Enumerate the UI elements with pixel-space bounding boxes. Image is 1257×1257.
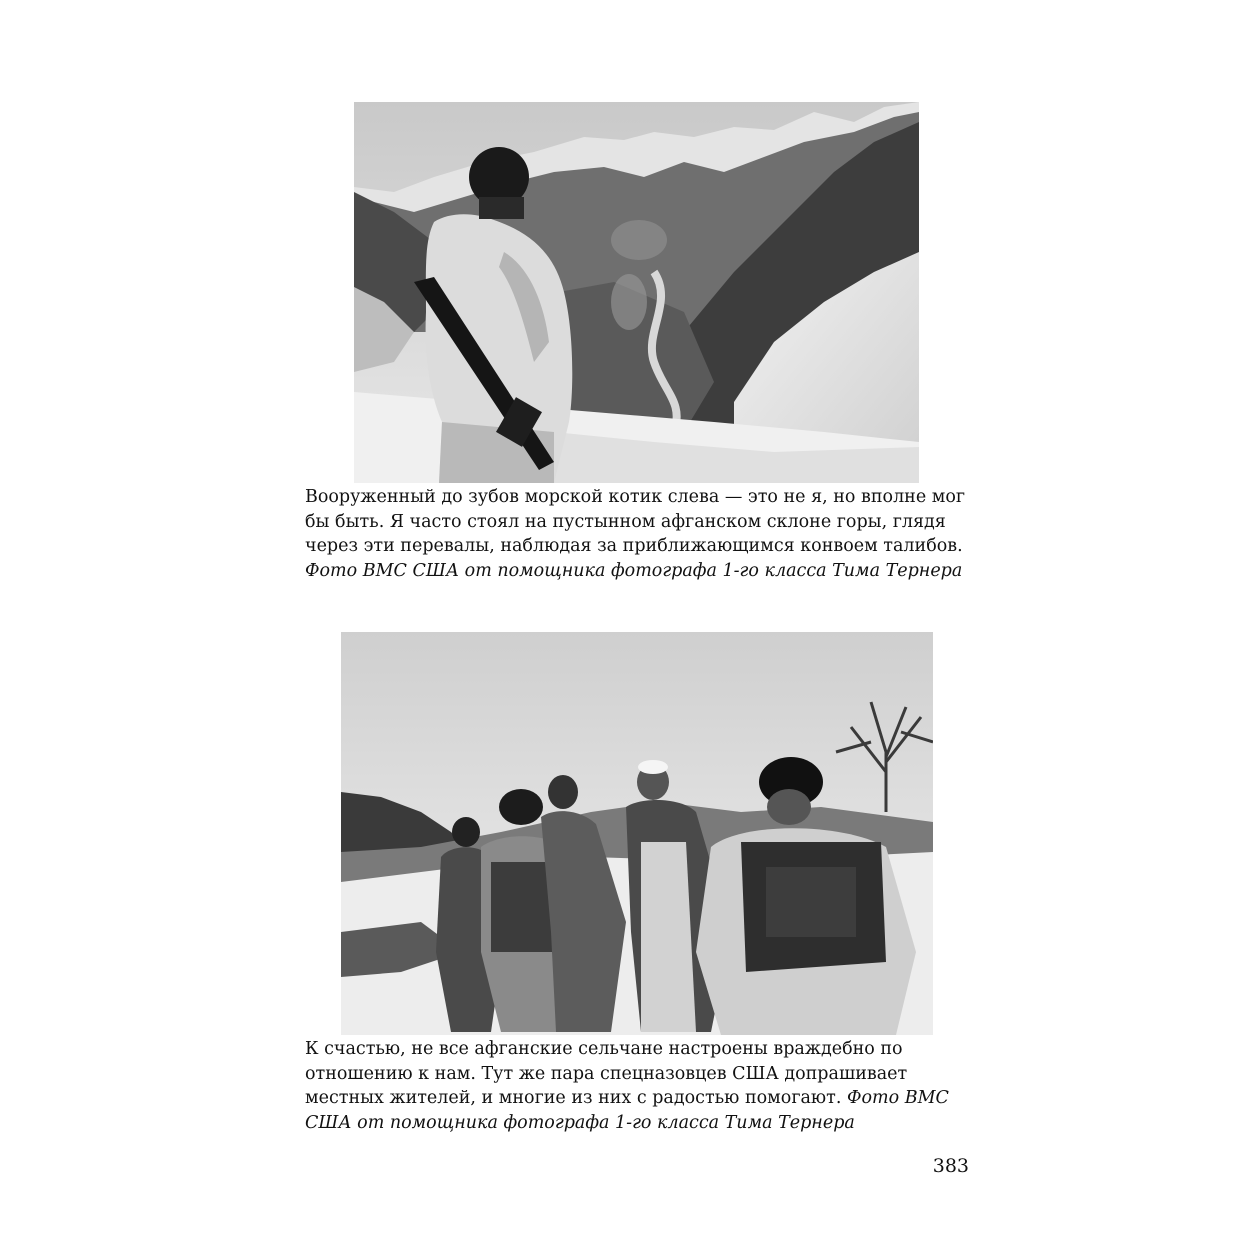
- photo-caption: [305, 485, 975, 583]
- villagers-meeting-photo: [341, 632, 933, 1035]
- page-number: 383: [932, 1155, 969, 1177]
- mountain-soldier-photo: [354, 102, 919, 483]
- caption-text: Вооруженный до зубов морской котик слева — это не я, но вполне мог бы быть. Я часто стоял на пустынном афганском склоне горы, глядя через эти перевалы, наблюдая за приближающимся конвоем талибов.: [305, 487, 966, 557]
- photo-credit: Фото ВМС США от помощника фотографа 1-го класса Тима Тернера: [305, 560, 963, 581]
- caption-text: К счастью, не все афганские сельчане настроены враждебно по отношению к нам. Тут же пара спецназовцев США допрашивает местных жителей, и многие из них с радостью помогают.: [305, 1039, 908, 1109]
- photo-credit: Фото ВМС США от помощника фотографа 1-го класса Тима Тернера: [305, 1088, 949, 1133]
- photo-caption: [305, 1037, 975, 1135]
